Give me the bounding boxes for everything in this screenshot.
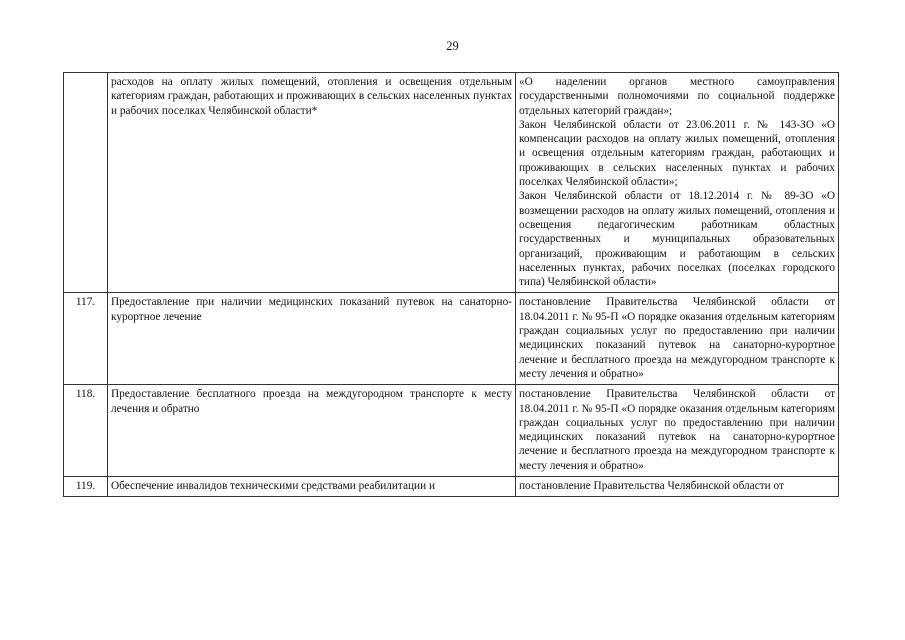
measure-name-cell: Предоставление при наличии медицинских показаний путевок на санаторно-курортное лечение (108, 293, 516, 385)
legal-act-text: постановление Правительства Челябинской области от 18.04.2011 г. № 95-П «О порядке оказания отдельным категориям граждан социальных услуг по предоставлению при наличии медицинских показаний путевок на санаторно-курортное лечение и бесплатного проезда на междугородном транспорте к месту лечения и обратно» (519, 388, 835, 472)
legal-act-text: «О наделении органов местного самоуправления государственными полномочиями по социальной поддержке отдельных категорий граждан»; (519, 76, 835, 117)
row-number-cell (64, 73, 108, 293)
row-number-cell: 118. (64, 385, 108, 477)
measure-name-cell: Обеспечение инвалидов техническими средствами реабилитации и (108, 477, 516, 497)
measure-name-cell: Предоставление бесплатного проезда на междугородном транспорте к месту лечения и обратно (108, 385, 516, 477)
legal-basis-cell (516, 293, 839, 385)
measures-table (63, 72, 839, 497)
table-row (64, 385, 839, 477)
table-row (64, 477, 839, 497)
table-row (64, 293, 839, 385)
measure-name-cell: расходов на оплату жилых помещений, отопления и освещения отдельным категориям граждан, работающих и проживающих в сельских населенных пунктах и рабочих поселках Челябинской области* (108, 73, 516, 293)
legal-basis-cell (516, 73, 839, 293)
row-number-cell: 119. (64, 477, 108, 497)
legal-basis-cell (516, 385, 839, 477)
legal-basis-cell (516, 477, 839, 497)
legal-act-text: постановление Правительства Челябинской области от (519, 480, 784, 493)
legal-act-text: Закон Челябинской области от 23.06.2011 г. № 143-ЗО «О компенсации расходов на оплату жилых помещений, отопления и освещения отдельным категориям граждан, работающих и проживающих в сельских населенных пунктах и рабочих поселках Челябинской области»; (519, 118, 835, 189)
row-number-cell: 117. (64, 293, 108, 385)
page-number: 29 (446, 39, 459, 53)
legal-act-text: Закон Челябинской области от 18.12.2014 г. № 89-ЗО «О возмещении расходов на оплату жилых помещений, отопления и освещения педагогическим работникам областных государственных и муниципальных образовательных организаций, проживающим и работающим в сельских населенных пунктах, рабочих поселках (поселках городского типа) Челябинской области» (519, 190, 835, 289)
table-row (64, 73, 839, 293)
legal-act-text: постановление Правительства Челябинской области от 18.04.2011 г. № 95-П «О порядке оказания отдельным категориям граждан социальных услуг по предоставлению при наличии медицинских показаний путевок на санаторно-курортное лечение и бесплатного проезда на междугородном транспорте к месту лечения и обратно» (519, 296, 835, 380)
